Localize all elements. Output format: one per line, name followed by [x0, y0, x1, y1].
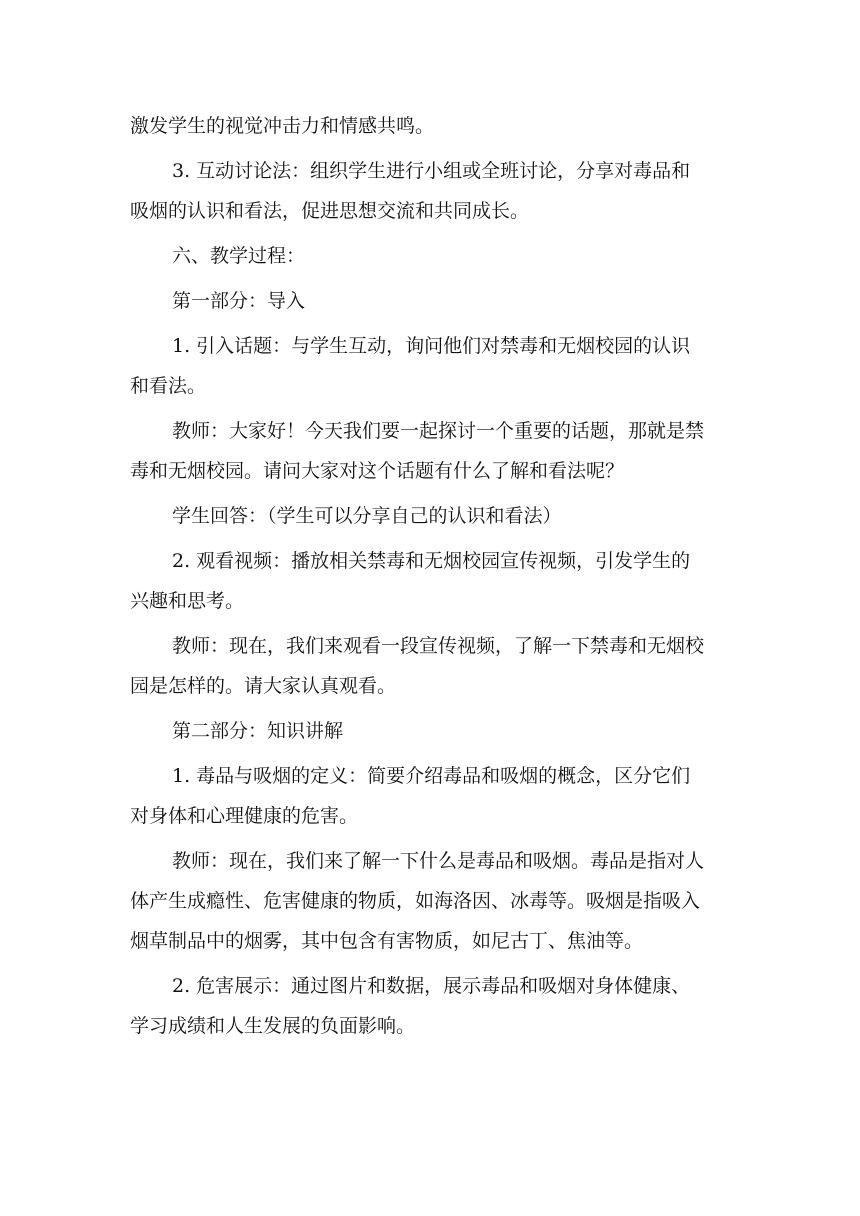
text-line: 吸烟的认识和看法，促进思想交流和共同成长。 [130, 200, 530, 222]
text-line: 烟草制品中的烟雾，其中包含有害物质，如尼古丁、焦油等。 [130, 930, 644, 952]
paragraph [130, 541, 730, 621]
subsection-heading [130, 281, 730, 321]
text-line: 六、教学过程： [172, 245, 306, 267]
text-line: 教师：现在，我们来了解一下什么是毒品和吸烟。毒品是指对人 [172, 850, 705, 872]
paragraph [130, 626, 730, 706]
paragraph [130, 106, 730, 146]
paragraph [130, 151, 730, 231]
text-line: 兴趣和思考。 [130, 590, 245, 612]
text-line: 毒和无烟校园。请问大家对这个话题有什么了解和看法呢？ [130, 460, 625, 482]
text-line: 激发学生的视觉冲击力和情感共鸣。 [130, 115, 435, 137]
paragraph [130, 496, 730, 536]
text-line: 学习成绩和人生发展的负面影响。 [130, 1015, 416, 1037]
paragraph [130, 326, 730, 406]
text-line: 体产生成瘾性、危害健康的物质，如海洛因、冰毒等。吸烟是指吸入 [130, 890, 701, 912]
text-line: 1. 毒品与吸烟的定义：简要介绍毒品和吸烟的概念，区分它们 [172, 765, 691, 787]
text-line: 和看法。 [130, 375, 207, 397]
text-line: 2. 危害展示：通过图片和数据，展示毒品和吸烟对身体健康、 [172, 975, 691, 997]
text-line: 对身体和心理健康的危害。 [130, 805, 359, 827]
text-line: 学生回答：（学生可以分享自己的认识和看法） [172, 505, 562, 527]
text-line: 第一部分：导入 [172, 290, 306, 312]
text-line: 园是怎样的。请大家认真观看。 [130, 675, 397, 697]
text-line: 3. 互动讨论法：组织学生进行小组或全班讨论，分享对毒品和 [172, 160, 691, 182]
subsection-heading [130, 711, 730, 751]
paragraph [130, 756, 730, 836]
text-line: 2. 观看视频：播放相关禁毒和无烟校园宣传视频，引发学生的 [172, 550, 691, 572]
text-line: 1. 引入话题：与学生互动，询问他们对禁毒和无烟校园的认识 [172, 335, 691, 357]
paragraph [130, 411, 730, 491]
paragraph [130, 841, 730, 961]
section-heading [130, 236, 730, 276]
text-line: 教师：现在，我们来观看一段宣传视频，了解一下禁毒和无烟校 [172, 635, 705, 657]
text-line: 第二部分：知识讲解 [172, 720, 344, 742]
text-line: 教师：大家好！今天我们要一起探讨一个重要的话题，那就是禁 [172, 420, 705, 442]
paragraph [130, 966, 730, 1046]
